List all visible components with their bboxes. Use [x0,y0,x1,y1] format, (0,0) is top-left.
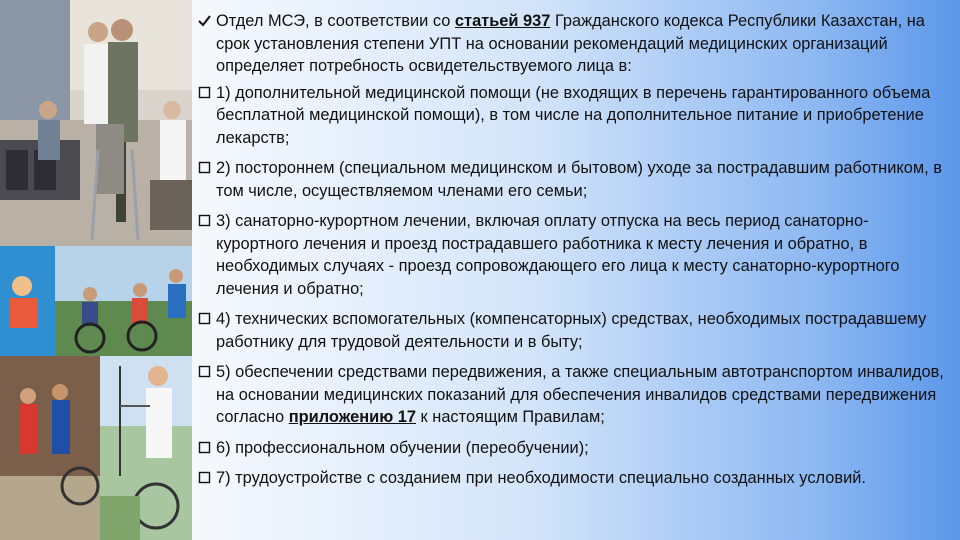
square-bullet-icon [198,86,211,99]
square-bullet-icon [198,471,211,484]
appendix-17-link[interactable]: приложению 17 [288,408,416,426]
list-item [196,437,948,460]
list-item-text: 1) дополнительной медицинской помощи (не входящих в перечень гарантированного объема бесплатной медицинской помощи), в том числе на дополнительное питание и приобретение лекарств; [216,83,931,147]
list-item-text: к настоящим Правилам; [415,408,605,426]
list-item [196,467,948,490]
square-bullet-icon [198,161,211,174]
list-item [196,10,948,78]
list-item [196,210,948,300]
list-item [196,308,948,353]
square-bullet-icon [198,214,211,227]
list-item-text: 6) профессиональном обучении (переобучении); [216,438,589,457]
list-item-text: 5) обеспечении средствами передвижения, а также специальным автотранспортом инвалидов, на основании медицинских показаний для обеспечения инвалидов средствами передвижения согласно [216,363,944,426]
square-bullet-icon [198,441,211,454]
bullet-list [196,10,948,490]
square-bullet-icon [198,312,211,325]
list-item [196,157,948,202]
photo-nursing-home [0,0,192,246]
check-icon [198,14,211,27]
list-item [196,82,948,150]
list-item-text: 4) технических вспомогательных (компенсаторных) средствах, необходимых пострадавшему работнику для трудовой деятельности и в быту; [216,310,927,351]
list-item-text: 2) постороннем (специальном медицинском и бытовом) уходе за пострадавшим работником, в том числе, осуществляемом членами его семьи; [216,159,942,200]
list-item-text: 7) трудоустройстве с созданием при необходимости специально созданных условий. [216,469,866,487]
square-bullet-icon [198,365,211,378]
list-item-text: Гражданского кодекса Республики Казахстан, на срок установления степени УПТ на основании рекомендаций медицинских организаций определяет потребность освидетельствуемого лица в: [216,12,925,75]
list-item-text: 3) санаторно-курортном лечении, включая оплату отпуска на весь период санаторно-курортного лечения и проезд пострадавшего работника к месту лечения и обратно, в необходимых случаях - проезд сопровождающего его лица к месту санаторно-курортного лечения и обратно; [216,212,900,298]
list-item [196,361,948,429]
photo-wheelchair-sports [0,246,192,356]
article-937-link[interactable]: статьей 937 [454,12,551,30]
photo-collage [0,0,192,540]
photo-athletes [0,356,192,540]
list-item-text: Отдел МСЭ, в соответствии со [216,12,455,30]
